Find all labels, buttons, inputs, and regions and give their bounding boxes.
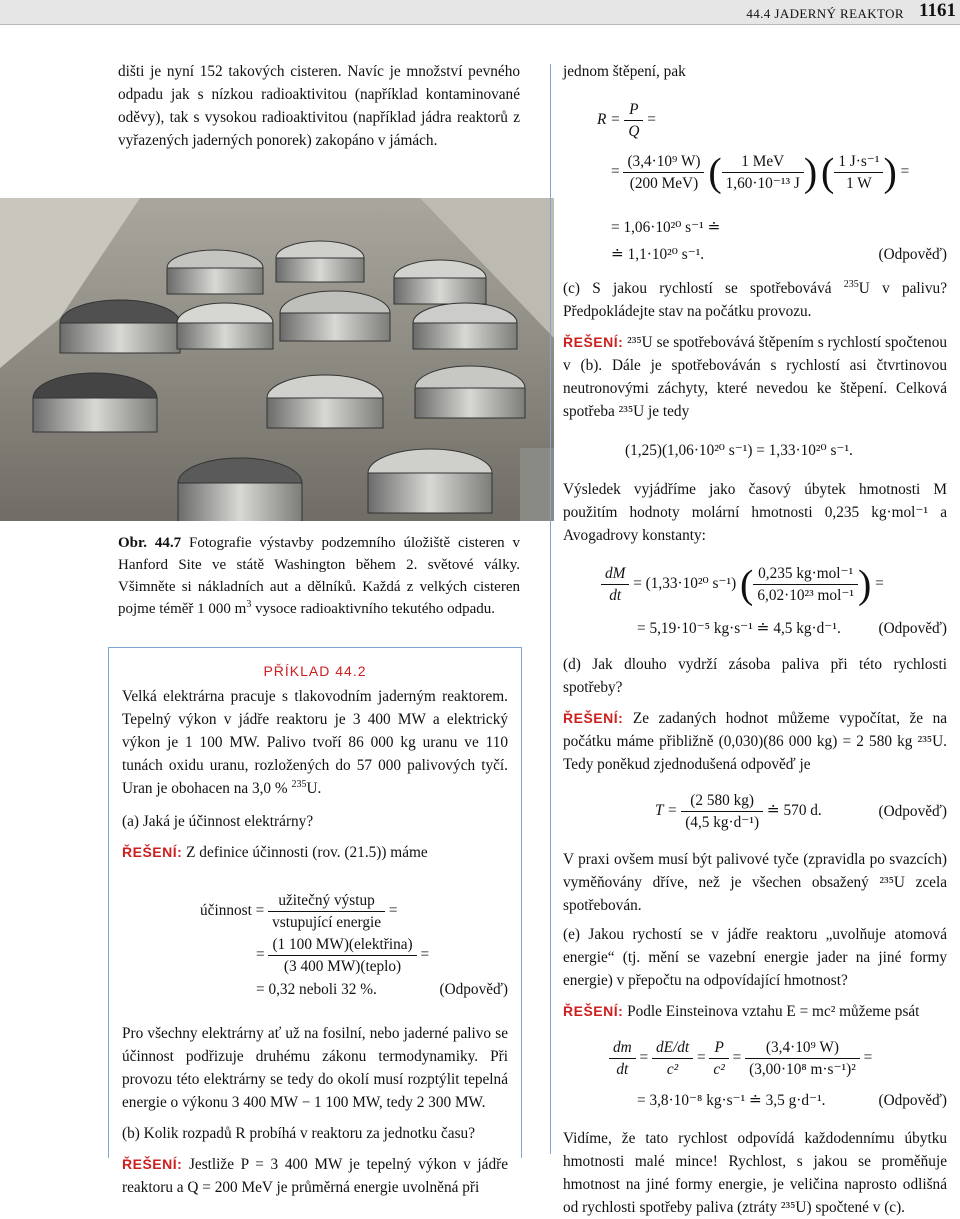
paragraph-fuel-rods: V praxi ovšem musí být palivové tyče (zpravidla po svazcích) vyměňovány dříve, než je všechen obsažený ²³⁵U zcela spotřebován.: [563, 851, 947, 914]
equation-mass-rate: $\frac{dM}{dt}$ = (1,33·10²⁰ s⁻¹) ( $\frac{\text{0,235 kg·mol⁻¹}}{\text{6,02·10²³ mol⁻¹}}$ ) = = 5,19·10⁻⁵ kg·s⁻¹ ≐ 4,5 kg·d⁻¹. (Odpověď): [563, 559, 947, 639]
question-c: (c) S jakou rychlostí se spotřebovává $^{235}$U v palivu? Předpokládejte stav na počátku provozu.: [563, 278, 947, 320]
right-column-rule: [550, 64, 551, 1154]
continuation-text: jednom štěpení, pak: [563, 63, 686, 80]
solution-a: ŘEŠENÍ: Z definice účinnosti (rov. (21.5)) máme: [122, 844, 428, 861]
right-column: [563, 60, 947, 1219]
question-d: (d) Jak dlouho vydrží zásoba paliva při této rychlosti spotřeby?: [563, 656, 947, 696]
solution-d: ŘEŠENÍ: Ze zadaných hodnot můžeme vypočítat, že na počátku máme přibližně (0,030)(86 000 kg) = 2 580 kg ²³⁵U. Tedy poněkud zjednodušená odpověď je: [563, 710, 948, 773]
example-title: PŘÍKLAD 44.2: [263, 663, 367, 679]
hanford-tank-farm-photo: [0, 198, 554, 521]
question-e: (e) Jakou rychostí se v jádře reaktoru „uvolňuje atomová energie“ (tj. mění se vazební energie jader na jiné formy energie) v přepočtu na odpovídající hmotnost?: [563, 926, 947, 989]
equation-mass-energy: $\frac{dm}{dt}$ = $\frac{dE/dt}{\text{c²}}$ = $\frac{P}{\text{c²}}$ = $\frac{\text{(3,4·10⁹ W)}}{\text{(3,00·10⁸ m·s⁻¹)²}}$ = = 3,8·10⁻⁸ kg·s⁻¹ ≐ 3,5 g·d⁻¹. (Odpověď): [563, 1035, 947, 1113]
solution-b: ŘEŠENÍ: Jestliže P = 3 400 MW je tepelný výkon v jádře reaktoru a Q = 200 MeV je průměrná energie uvolněná při: [122, 1156, 509, 1196]
final-paragraph: Vidíme, že tato rychlost odpovídá každodennímu úbytku hmotnosti malé mince! Rychlost, s jakou se proměňuje hmotnost na jiné formy energie, je veličina naprosto odlišná od rychlosti spotřeby paliva (ztráty ²³⁵U) spočtené v (c).: [563, 1130, 947, 1216]
photo-illustration: [0, 198, 554, 521]
intro-paragraph: dišti je nyní 152 takových cisteren. Navíc je množství pevného odpadu jak s nízkou radioaktivitou (například kontaminované oděvy), tak s vysokou radioaktivitou (například jádra reaktorů z vyřazených jaderných ponorek) zakopáno v jámách.: [118, 63, 520, 149]
answer-d: (Odpověď): [878, 803, 947, 820]
example-content: [122, 660, 508, 1199]
solution-c: ŘEŠENÍ: ²³⁵U se spotřebovává štěpením s rychlostí spočtenou v (b). Dále je spotřebováván s rychlostí asi čtvrtinovou neutronovými záchyty, které nevedou ke štěpení. Celková spotřeba ²³⁵U je tedy: [563, 334, 947, 420]
answer-c: (Odpověď): [878, 620, 947, 637]
running-head: 44.4 JADERNÝ REAKTOR: [746, 6, 904, 21]
example-statement: Velká elektrárna pracuje s tlakovodním jaderným reaktorem. Tepelný výkon v jádře reaktoru je 3 400 MW a elektrický výkon je 1 100 MW. Palivo tvoří 86 000 kg uranu ve 110 tunách oxidu uranu, rozložených do 57 000 palivových tyčí. Uran je obohacen na 3,0 % $^{235}$U.: [122, 688, 508, 797]
figure-caption: Obr. 44.7 Fotografie výstavby podzemního úložiště cisteren v Hanford Site ve státě Washington během 2. světové války. Všimněte si nákladních aut a dělníků. Každá z velkých cisteren pojme téměř 1 000 $m^3$ vysoce radioaktivního tekutého odpadu.: [118, 535, 521, 617]
question-a: (a) Jaká je účinnost elektrárny?: [122, 813, 314, 830]
answer-e: (Odpověď): [878, 1092, 947, 1109]
question-b: (b) Kolik rozpadů R probíhá v reaktoru za jednotku času?: [122, 1125, 475, 1142]
page-number: 1161: [919, 0, 956, 21]
answer-b: (Odpověď): [878, 246, 947, 263]
equation-consumption: (1,25)(1,06·10²⁰ s⁻¹) = 1,33·10²⁰ s⁻¹.: [625, 442, 853, 459]
equation-duration: T = $\frac{(2 580 kg)}{\text{(4,5 kg·d⁻¹)}}$ ≐ 570 d. (Odpověď): [655, 792, 947, 831]
paragraph-mass-rate: Výsledek vyjádříme jako časový úbytek hmotnosti M použitím hodnoty molární hmotnosti 0,235 kg·mol⁻¹ a Avogadrovy konstanty:: [563, 481, 947, 544]
equation-efficiency: účinnost = $\frac{\text{užitečný výstup}}{\text{vstupující energie}}$ = = $\frac{\text{(1 100 MW)(elektřina)}}{\text{(3 400 MW)(teplo)}}$ = = 0,32 neboli 32 %. (Odpověď): [122, 882, 508, 1000]
figure-label: Obr. 44.7: [118, 535, 182, 551]
answer-a: (Odpověď): [439, 981, 508, 998]
paragraph-thermodynamics: Pro všechny elektrárny ať už na fosilní, nebo jaderné palivo se účinnost podřizuje druhému zákonu termodynamiky. Při provozu této elektrárny se tedy do okolí musí rozptýlit tepelná energie o výkonu 3 400 MW − 1 100 MW, tedy 2 300 MW.: [122, 1025, 508, 1111]
equation-decay-rate: R = $\frac{P}{Q}$ = = $\frac{\text{(3,4·10⁹ W)}}{\text{(200 MeV)}}$ ( $\frac{\text{1 MeV}}{\text{1,60·10⁻¹³ J}}$ ) ( $\frac{\text{1 J·s⁻¹}}{1 W}$ ) = = 1,06·10²⁰ s⁻¹ ≐ ≐ 1,1·10²⁰ s⁻¹. (Odpověď): [563, 89, 947, 257]
solution-e: ŘEŠENÍ: Podle Einsteinova vztahu E = mc² můžeme psát: [563, 1003, 920, 1020]
